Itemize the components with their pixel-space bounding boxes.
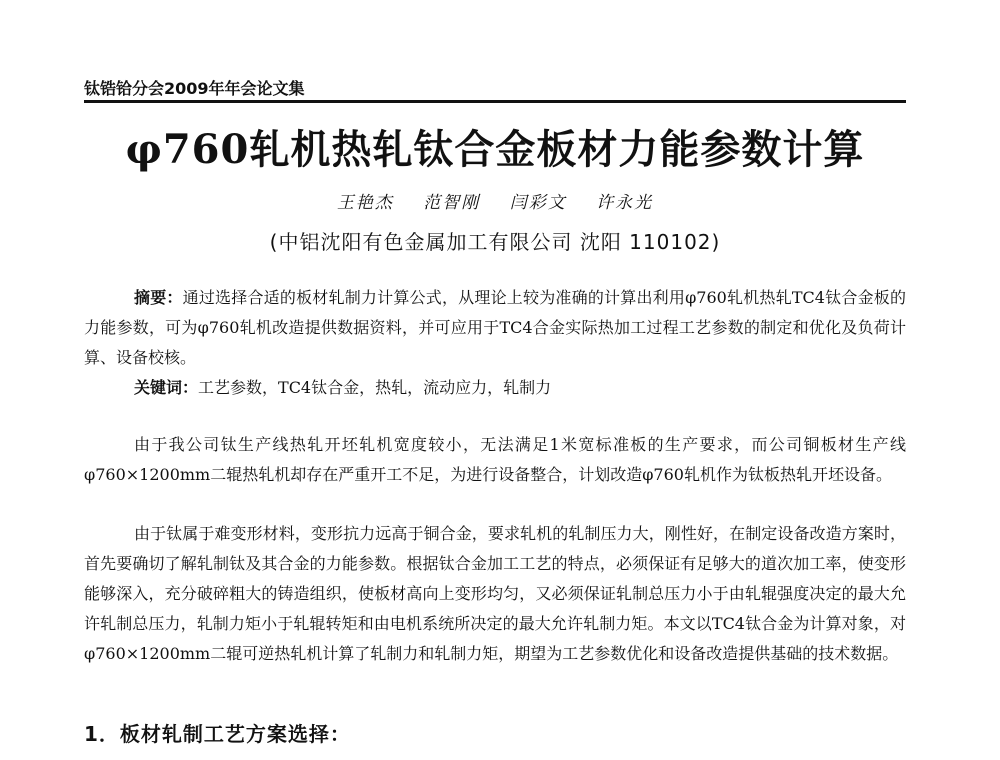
abstract-paragraph [84,283,906,373]
paper-title: φ760轧机热轧钛合金板材力能参数计算 [125,126,865,173]
abstract-text: 通过选择合适的板材轧制力计算公式，从理论上较为准确的计算出利用φ760轧机热轧TC4钛合金板的力能参数，可为φ760轧机改造提供数据资料，并可应用于TC4合金实际热加工过程工艺参数的制定和优化及负荷计算、设备校核。 [84,288,906,367]
author-affiliation: (中铝沈阳有色金属加工有限公司 沈阳 110102) [269,230,721,254]
body-paragraph-1: 由于我公司钛生产线热轧开坯轧机宽度较小，无法满足1米宽标准板的生产要求，而公司铜板材生产线φ760×1200mm二辊热轧机却存在严重开工不足，为进行设备整合，计划改造φ760轧机作为钛板热轧开坯设备。 [84,435,906,484]
running-head: 钛锆铪分会2009年年会论文集 [84,79,305,98]
keywords-paragraph [84,373,906,403]
author-list: 王艳杰 范智刚 闫彩文 许永光 [336,193,654,213]
keywords-text: 工艺参数，TC4钛合金，热轧，流动应力，轧制力 [198,378,552,397]
abstract-label: 摘要： [134,288,183,307]
keywords-label: 关键词： [134,378,199,397]
body-paragraph-2: 由于钛属于难变形材料，变形抗力远高于铜合金，要求轧机的轧制压力大，刚性好，在制定设备改造方案时，首先要确切了解轧制钛及其合金的力能参数。根据钛合金加工工艺的特点，必须保证有足够大的道次加工率，使变形能够深入，充分破碎粗大的铸造组织，使板材高向上变形均匀，又必须保证轧制总压力小于由轧辊强度决定的最大允许轧制总压力，轧制力矩小于轧辊转矩和由电机系统所决定的最大允许轧制力矩。本文以TC4钛合金为计算对象，对φ760×1200mm二辊可逆热轧机计算了轧制力和轧制力矩，期望为工艺参数优化和设备改造提供基础的技术数据。 [84,524,906,663]
section-heading: 1．板材轧制工艺方案选择： [84,722,351,746]
header-rule [84,100,906,103]
